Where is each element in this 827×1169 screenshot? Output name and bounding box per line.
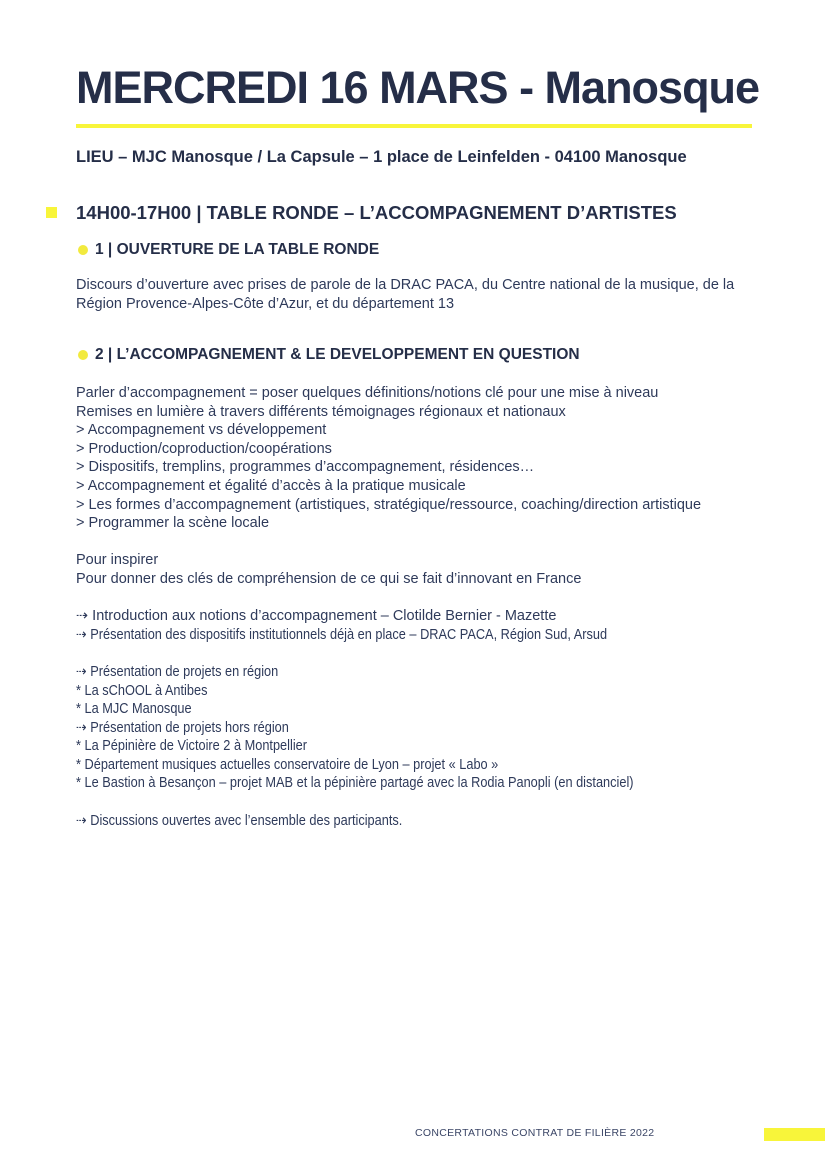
footer-accent-rect — [764, 1128, 825, 1141]
body-line: > Accompagnement et égalité d’accès à la pratique musicale — [76, 477, 466, 494]
part1-paragraph: Discours d’ouverture avec prises de parole de la DRAC PACA, du Centre national de la musique, de la Région Provence-Alpes-Côte d’Azur, et du département 13 — [76, 277, 735, 312]
blank-line — [76, 793, 796, 812]
location-line: LIEU – MJC Manosque / La Capsule – 1 place de Leinfelden - 04100 Manosque — [76, 148, 687, 166]
body-line: Parler d’accompagnement = poser quelques définitions/notions clé pour une mise à niveau — [76, 385, 659, 401]
body-line: * La MJC Manosque — [76, 701, 192, 718]
session-heading: 14H00-17H00 | TABLE RONDE – L’ACCOMPAGNEMENT D’ARTISTES — [76, 202, 677, 223]
blank-line — [76, 589, 796, 608]
part1-heading: 1 | OUVERTURE DE LA TABLE RONDE — [95, 241, 380, 258]
body-line: * Le Bastion à Besançon – projet MAB et la pépinière partagé avec la Rodia Panopli (en distanciel) — [76, 775, 634, 792]
title-underline-rule — [76, 124, 752, 128]
page-title: MERCREDI 16 MARS - Manosque — [76, 62, 760, 113]
part2-heading: 2 | L’ACCOMPAGNEMENT & LE DEVELOPPEMENT EN QUESTION — [95, 346, 580, 363]
body-line: > Production/coproduction/coopérations — [76, 440, 332, 457]
body-line: Pour donner des clés de compréhension de ce qui se fait d’innovant en France — [76, 570, 582, 587]
footer-text: CONCERTATIONS CONTRAT DE FILIÈRE 2022 — [415, 1127, 655, 1139]
body-line: ⇢ Présentation de projets en région — [76, 663, 279, 680]
body-line: > Les formes d’accompagnement (artistiques, stratégique/ressource, coaching/direction artistique — [76, 496, 702, 513]
body-line: > Programmer la scène locale — [76, 515, 270, 532]
body-line: * La Pépinière de Victoire 2 à Montpellier — [76, 738, 308, 755]
body-line: * La sChOOL à Antibes — [76, 682, 208, 699]
body-line: ⇢ Introduction aux notions d’accompagnement – Clotilde Bernier - Mazette — [76, 608, 557, 625]
body-line: Remises en lumière à travers différents témoignages régionaux et nationaux — [76, 403, 566, 420]
blank-line — [76, 644, 796, 663]
part2-body — [76, 384, 796, 830]
body-line: > Dispositifs, tremplins, programmes d’accompagnement, résidences… — [76, 459, 535, 476]
body-line: ⇢ Présentation des dispositifs institutionnels déjà en place – DRAC PACA, Région Sud, Arsud — [76, 626, 608, 643]
circle-bullet-icon — [78, 350, 88, 360]
body-line: * Département musiques actuelles conservatoire de Lyon – projet « Labo » — [76, 756, 499, 773]
circle-bullet-icon — [78, 245, 88, 255]
blank-line — [76, 533, 796, 552]
square-bullet-icon — [46, 207, 57, 218]
body-line: > Accompagnement vs développement — [76, 422, 327, 439]
body-line: Pour inspirer — [76, 552, 159, 569]
body-line: ⇢ Présentation de projets hors région — [76, 719, 289, 736]
body-line: ⇢ Discussions ouvertes avec l’ensemble des participants. — [76, 812, 403, 829]
